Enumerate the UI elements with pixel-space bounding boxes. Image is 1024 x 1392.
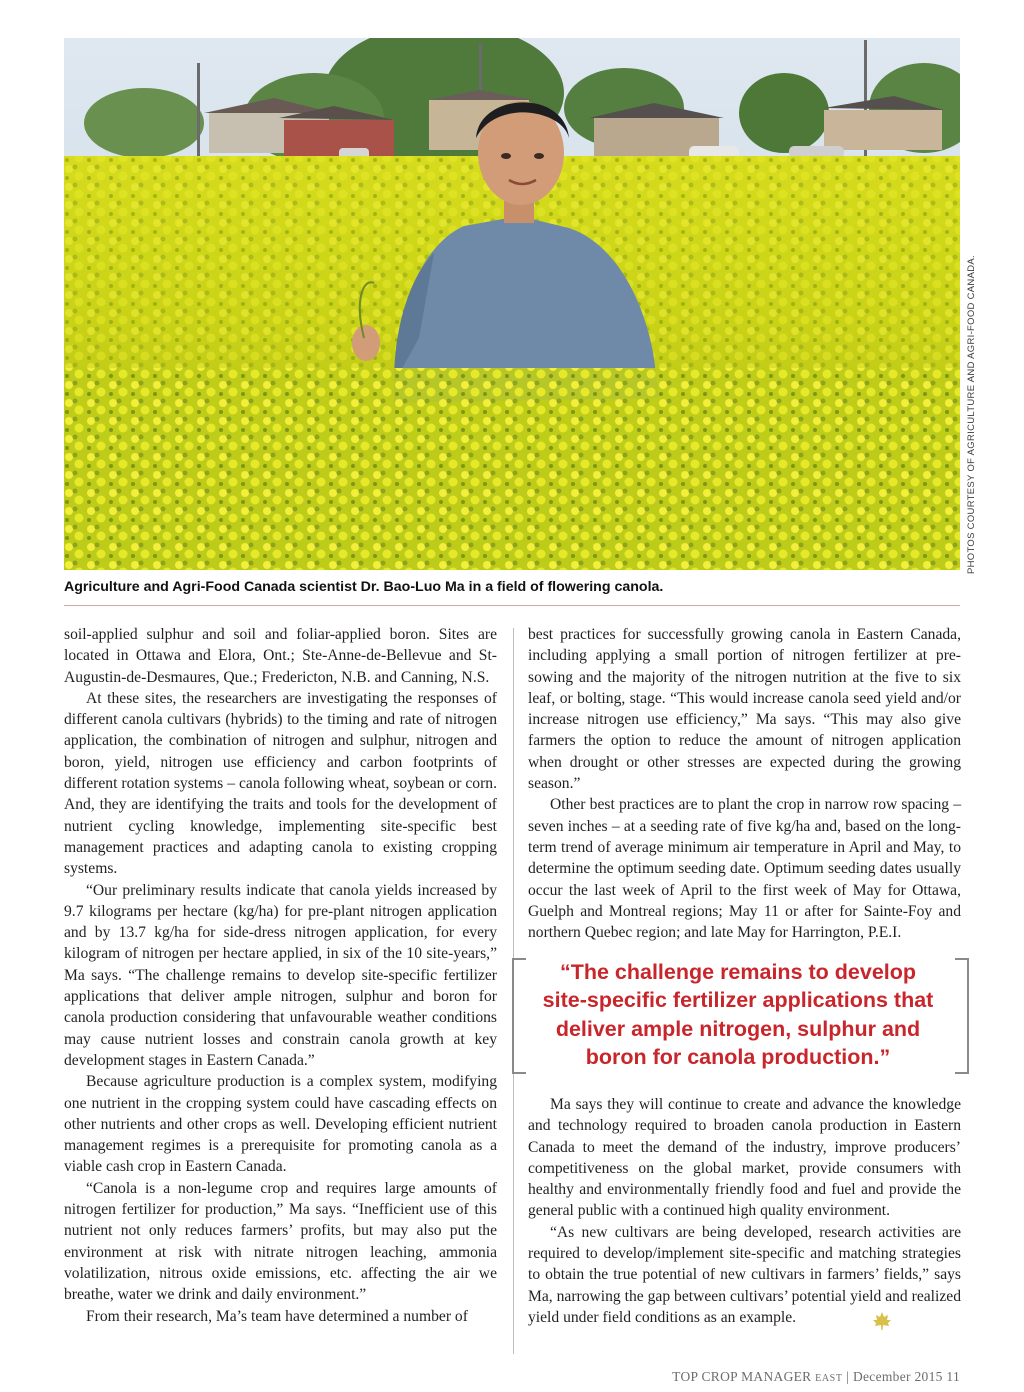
paragraph: “Our preliminary results indicate that canola yields increased by 9.7 kilograms per hectare (kg/ha) for pre-plant nitrogen application and by 13.7 kg/ha for side-dress nitrogen application, for every kilogram of nitrogen per hectare applied, in six of the 10 site-years,” Ma says. “The challenge remains to develop site-specific fertilizer applications that deliver ample nitrogen, sulphur and boron for canola production considering that unfavourable weather conditions may cause nutrient losses and constrain canola growth at key development stages in Eastern Canada.” bbox=[64, 881, 497, 1069]
paragraph: At these sites, the researchers are investigating the responses of different canola cultivars (hybrids) to the timing and rate of nitrogen application, the combination of nitrogen and sulphur, nitrogen and boron, yield, nitrogen use efficiency and carbon footprints of different rotation systems – canola following wheat, soybean or corn. And, they are identifying the traits and tools for the development of nutrient cycling knowledge, implementing site-specific best management practices and adapting canola to existing cropping systems. bbox=[64, 689, 497, 878]
canola-field-photo bbox=[64, 38, 960, 570]
paragraph: best practices for successfully growing canola in Eastern Canada, including applying a small portion of nitrogen fertilizer at pre-sowing and the majority of the nitrogen nutrition at the five to six leaf, or bolting, stage. “This would increase canola seed yield and/or increase nitrogen use efficiency,” Ma says. “This may also give farmers the option to reduce the amount of nitrogen application when drought or other stresses are expected during the growing season.” bbox=[528, 626, 961, 793]
right-column-bottom bbox=[528, 1094, 961, 1328]
photo-illustration bbox=[64, 38, 960, 570]
paragraph: “As new cultivars are being developed, research activities are required to develop/implement site-specific and matching strategies to obtain the true potential of new cultivars in farmers’ fields,” says Ma, narrowing the gap between cultivars’ potential yield and realized yield under field conditions as an example. bbox=[528, 1223, 961, 1326]
left-column bbox=[64, 624, 497, 1327]
issue-date: December 2015 bbox=[852, 1369, 943, 1384]
page-footer bbox=[560, 1369, 960, 1385]
maple-leaf-icon bbox=[872, 1311, 892, 1331]
photo-caption: Agriculture and Agri-Food Canada scientist Dr. Bao-Luo Ma in a field of flowering canola. bbox=[64, 579, 664, 595]
pull-quote: “The challenge remains to develop site-specific fertilizer applications that deliver ample nitrogen, sulphur and boron for canola production.” bbox=[542, 960, 934, 1070]
paragraph: Ma says they will continue to create and advance the knowledge and technology required to broaden canola production in Eastern Canada to meet the demand of the industry, improve producers’ competitiveness on the global market, provide consumers with healthy and environmentally friendly food and fuel and provide the general public with a continued high quality environment. bbox=[528, 1096, 961, 1220]
magazine-edition: EAST bbox=[815, 1373, 843, 1384]
photo-credit bbox=[966, 255, 980, 575]
pull-quote-bracket-right bbox=[955, 958, 969, 1074]
magazine-name: TOP CROP MANAGER bbox=[672, 1369, 812, 1384]
paragraph: Other best practices are to plant the crop in narrow row spacing – seven inches – at a seeding rate of five kg/ha and, based on the long-term trend of average minimum air temperature in April and May, to determine the optimum seeding date. Optimum seeding dates usually occur the last week of April to the first week of May for Ottawa, Guelph and Montreal regions; May 11 or after for Sainte-Foy and northern Quebec region; and late May for Harrington, P.E.I. bbox=[528, 796, 961, 942]
paragraph: “Canola is a non-legume crop and requires large amounts of nitrogen fertilizer for production,” Ma says. “Inefficient use of this nutrient not only reduces farmers’ profits, but may also put the environment at risk with nitrate nitrogen leaching, ammonia volatilization, nitrous oxide emissions, etc. affecting the air we breathe, water we drink and daily environment.” bbox=[64, 1179, 497, 1304]
paragraph: From their research, Ma’s team have determined a number of bbox=[86, 1307, 468, 1325]
paragraph: Because agriculture production is a complex system, modifying one nutrient in the cropping system could have cascading effects on other nutrients and other crops as well. Developing efficient nutrient management regimes is a prerequisite for promoting canola as a viable cash crop in Eastern Canada. bbox=[64, 1073, 497, 1176]
paragraph: soil-applied sulphur and soil and foliar-applied boron. Sites are located in Ottawa and Elora, Ont.; Ste-Anne-de-Bellevue and St-Augustin-de-Desmaures, Que.; Fredericton, N.B. and Canning, N.S. bbox=[64, 626, 497, 686]
right-column-top bbox=[528, 624, 961, 943]
caption-rule bbox=[64, 605, 960, 606]
photo-credit-text: PHOTOS COURTESY OF AGRICULTURE AND AGRI-FOOD CANADA. bbox=[966, 255, 977, 574]
pull-quote-bracket-left bbox=[512, 958, 526, 1074]
page-number: 11 bbox=[946, 1369, 960, 1384]
footer-separator: | bbox=[846, 1369, 850, 1384]
